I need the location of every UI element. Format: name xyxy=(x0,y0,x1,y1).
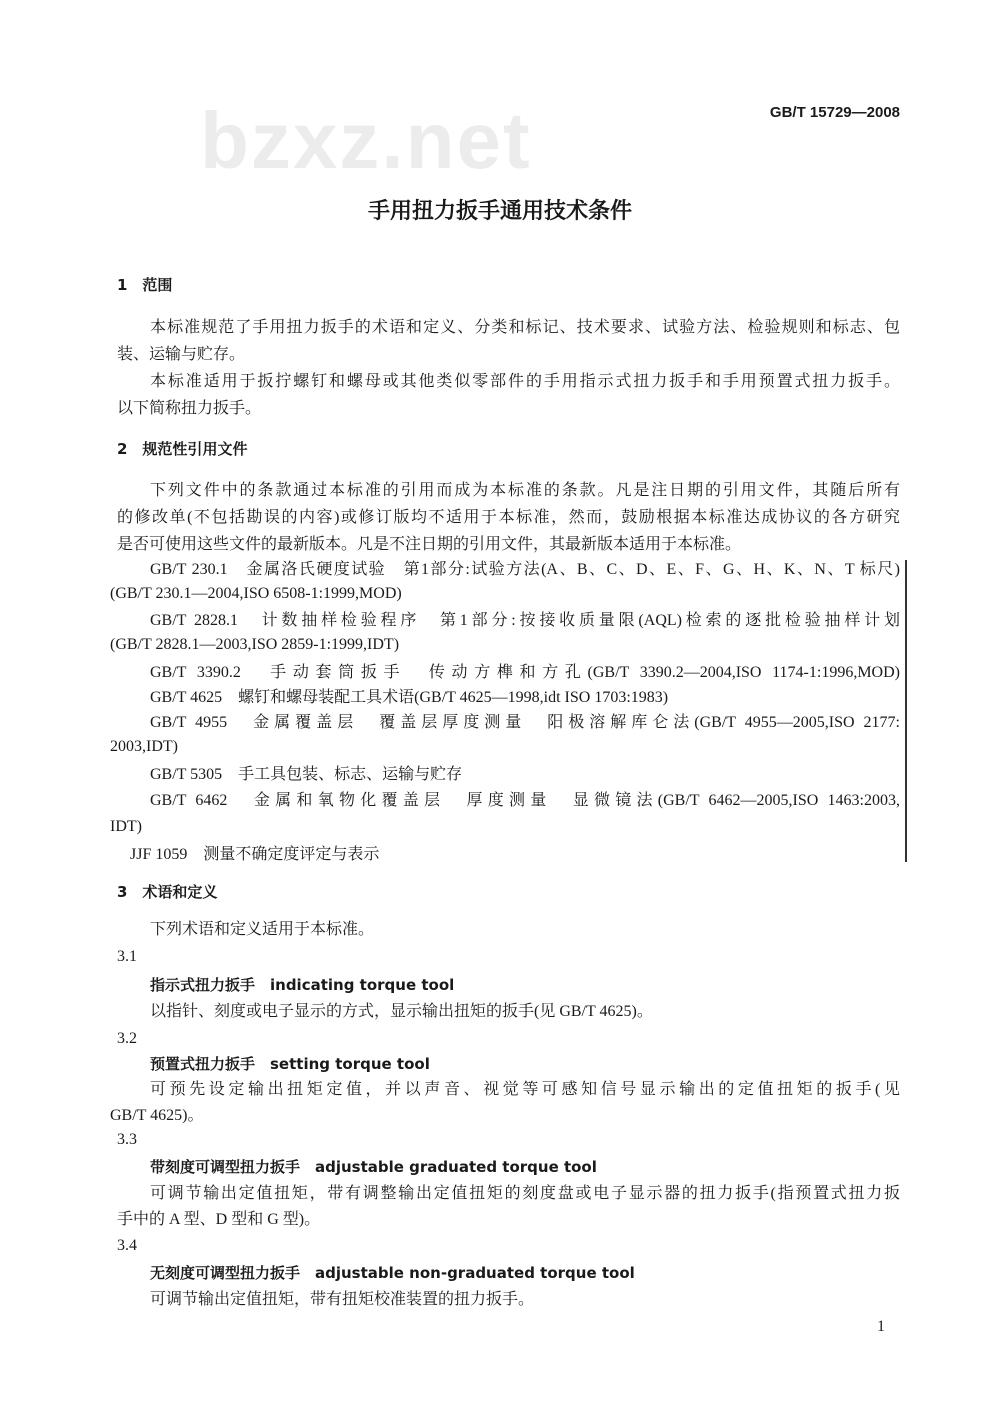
term-number: 3.4 xyxy=(117,1237,137,1254)
change-bar xyxy=(905,560,907,862)
reference-line: GB/T 230.1 金属洛氏硬度试验 第1部分:试验方法(A、B、C、D、E、F、G、H、K、N、T 标尺) xyxy=(150,561,900,578)
term-number: 3.3 xyxy=(117,1131,137,1148)
reference-line: GB/T 3390.2 手动套筒扳手 传动方榫和方孔(GB/T 3390.2—2004,ISO 1174-1:1996,MOD) xyxy=(150,664,900,681)
reference-line: (GB/T 230.1—2004,ISO 6508-1:1999,MOD) xyxy=(110,585,402,602)
reference-line: GB/T 4955 金属覆盖层 覆盖层厚度测量 阳极溶解库仑法(GB/T 4955—2005,ISO 2177: xyxy=(150,714,900,731)
term-title: 无刻度可调型扭力扳手 adjustable non-graduated torque tool xyxy=(150,1264,635,1282)
term-title: 带刻度可调型扭力扳手 adjustable graduated torque tool xyxy=(150,1158,597,1176)
standard-number: GB/T 15729—2008 xyxy=(769,104,900,121)
paragraph-line: 本标准适用于扳拧螺钉和螺母或其他类似零部件的手用指示式扭力扳手和手用预置式扭力扳手。 xyxy=(150,373,900,390)
page-title: 手用扭力扳手通用技术条件 xyxy=(367,199,632,224)
paragraph-line: 以下简称扭力扳手。 xyxy=(117,400,262,417)
section-3-heading: 3 术语和定义 xyxy=(117,883,218,901)
term-definition: GB/T 4625)。 xyxy=(110,1107,204,1124)
reference-line: IDT) xyxy=(110,818,142,835)
paragraph-line: 装、运输与贮存。 xyxy=(117,346,246,363)
reference-line: GB/T 5305 手工具包装、标志、运输与贮存 xyxy=(150,766,463,783)
reference-line: GB/T 2828.1 计数抽样检验程序 第1部分:按接收质量限(AQL)检索的逐批检验抽样计划 xyxy=(150,612,900,629)
reference-line: 2003,IDT) xyxy=(110,738,178,755)
page-number: 1 xyxy=(877,1318,885,1335)
paragraph-line: 下列文件中的条款通过本标准的引用而成为本标准的条款。凡是注日期的引用文件，其随后所有 xyxy=(150,482,900,499)
term-definition: 可调节输出定值扭矩，带有调整输出定值扭矩的刻度盘或电子显示器的扭力扳手(指预置式扭力扳 xyxy=(150,1185,900,1202)
term-title: 指示式扭力扳手 indicating torque tool xyxy=(150,976,455,994)
paragraph-line: 下列术语和定义适用于本标准。 xyxy=(150,921,375,938)
paragraph-line: 是否可使用这些文件的最新版本。凡是不注日期的引用文件，其最新版本适用于本标准。 xyxy=(117,536,742,553)
reference-line: (GB/T 2828.1—2003,ISO 2859-1:1999,IDT) xyxy=(110,636,400,653)
paragraph-line: 的修改单(不包括勘误的内容)或修订版均不适用于本标准，然而，鼓励根据本标准达成协议的各方研究 xyxy=(117,509,900,526)
reference-line: JJF 1059 测量不确定度评定与表示 xyxy=(130,846,380,863)
section-1-heading: 1 范围 xyxy=(117,276,173,294)
term-definition: 以指针、刻度或电子显示的方式，显示输出扭矩的扳手(见 GB/T 4625)。 xyxy=(150,1003,653,1020)
term-title: 预置式扭力扳手 setting torque tool xyxy=(150,1055,430,1073)
term-number: 3.2 xyxy=(117,1030,137,1047)
section-2-heading: 2 规范性引用文件 xyxy=(117,440,248,458)
reference-line: GB/T 4625 螺钉和螺母装配工具术语(GB/T 4625—1998,idt ISO 1703:1983) xyxy=(150,689,669,706)
term-number: 3.1 xyxy=(117,948,137,965)
term-definition: 可预先设定输出扭矩定值，并以声音、视觉等可感知信号显示输出的定值扭矩的扳手(见 xyxy=(150,1081,900,1098)
term-definition: 可调节输出定值扭矩，带有扭矩校准装置的扭力扳手。 xyxy=(150,1291,535,1308)
paragraph-line: 本标准规范了手用扭力扳手的术语和定义、分类和标记、技术要求、试验方法、检验规则和标志、包 xyxy=(150,319,900,336)
watermark: bzxz.net xyxy=(200,96,532,185)
term-definition: 手中的 A 型、D 型和 G 型)。 xyxy=(117,1211,321,1228)
reference-line: GB/T 6462 金属和氧物化覆盖层 厚度测量 显微镜法(GB/T 6462—2005,ISO 1463:2003, xyxy=(150,792,900,809)
